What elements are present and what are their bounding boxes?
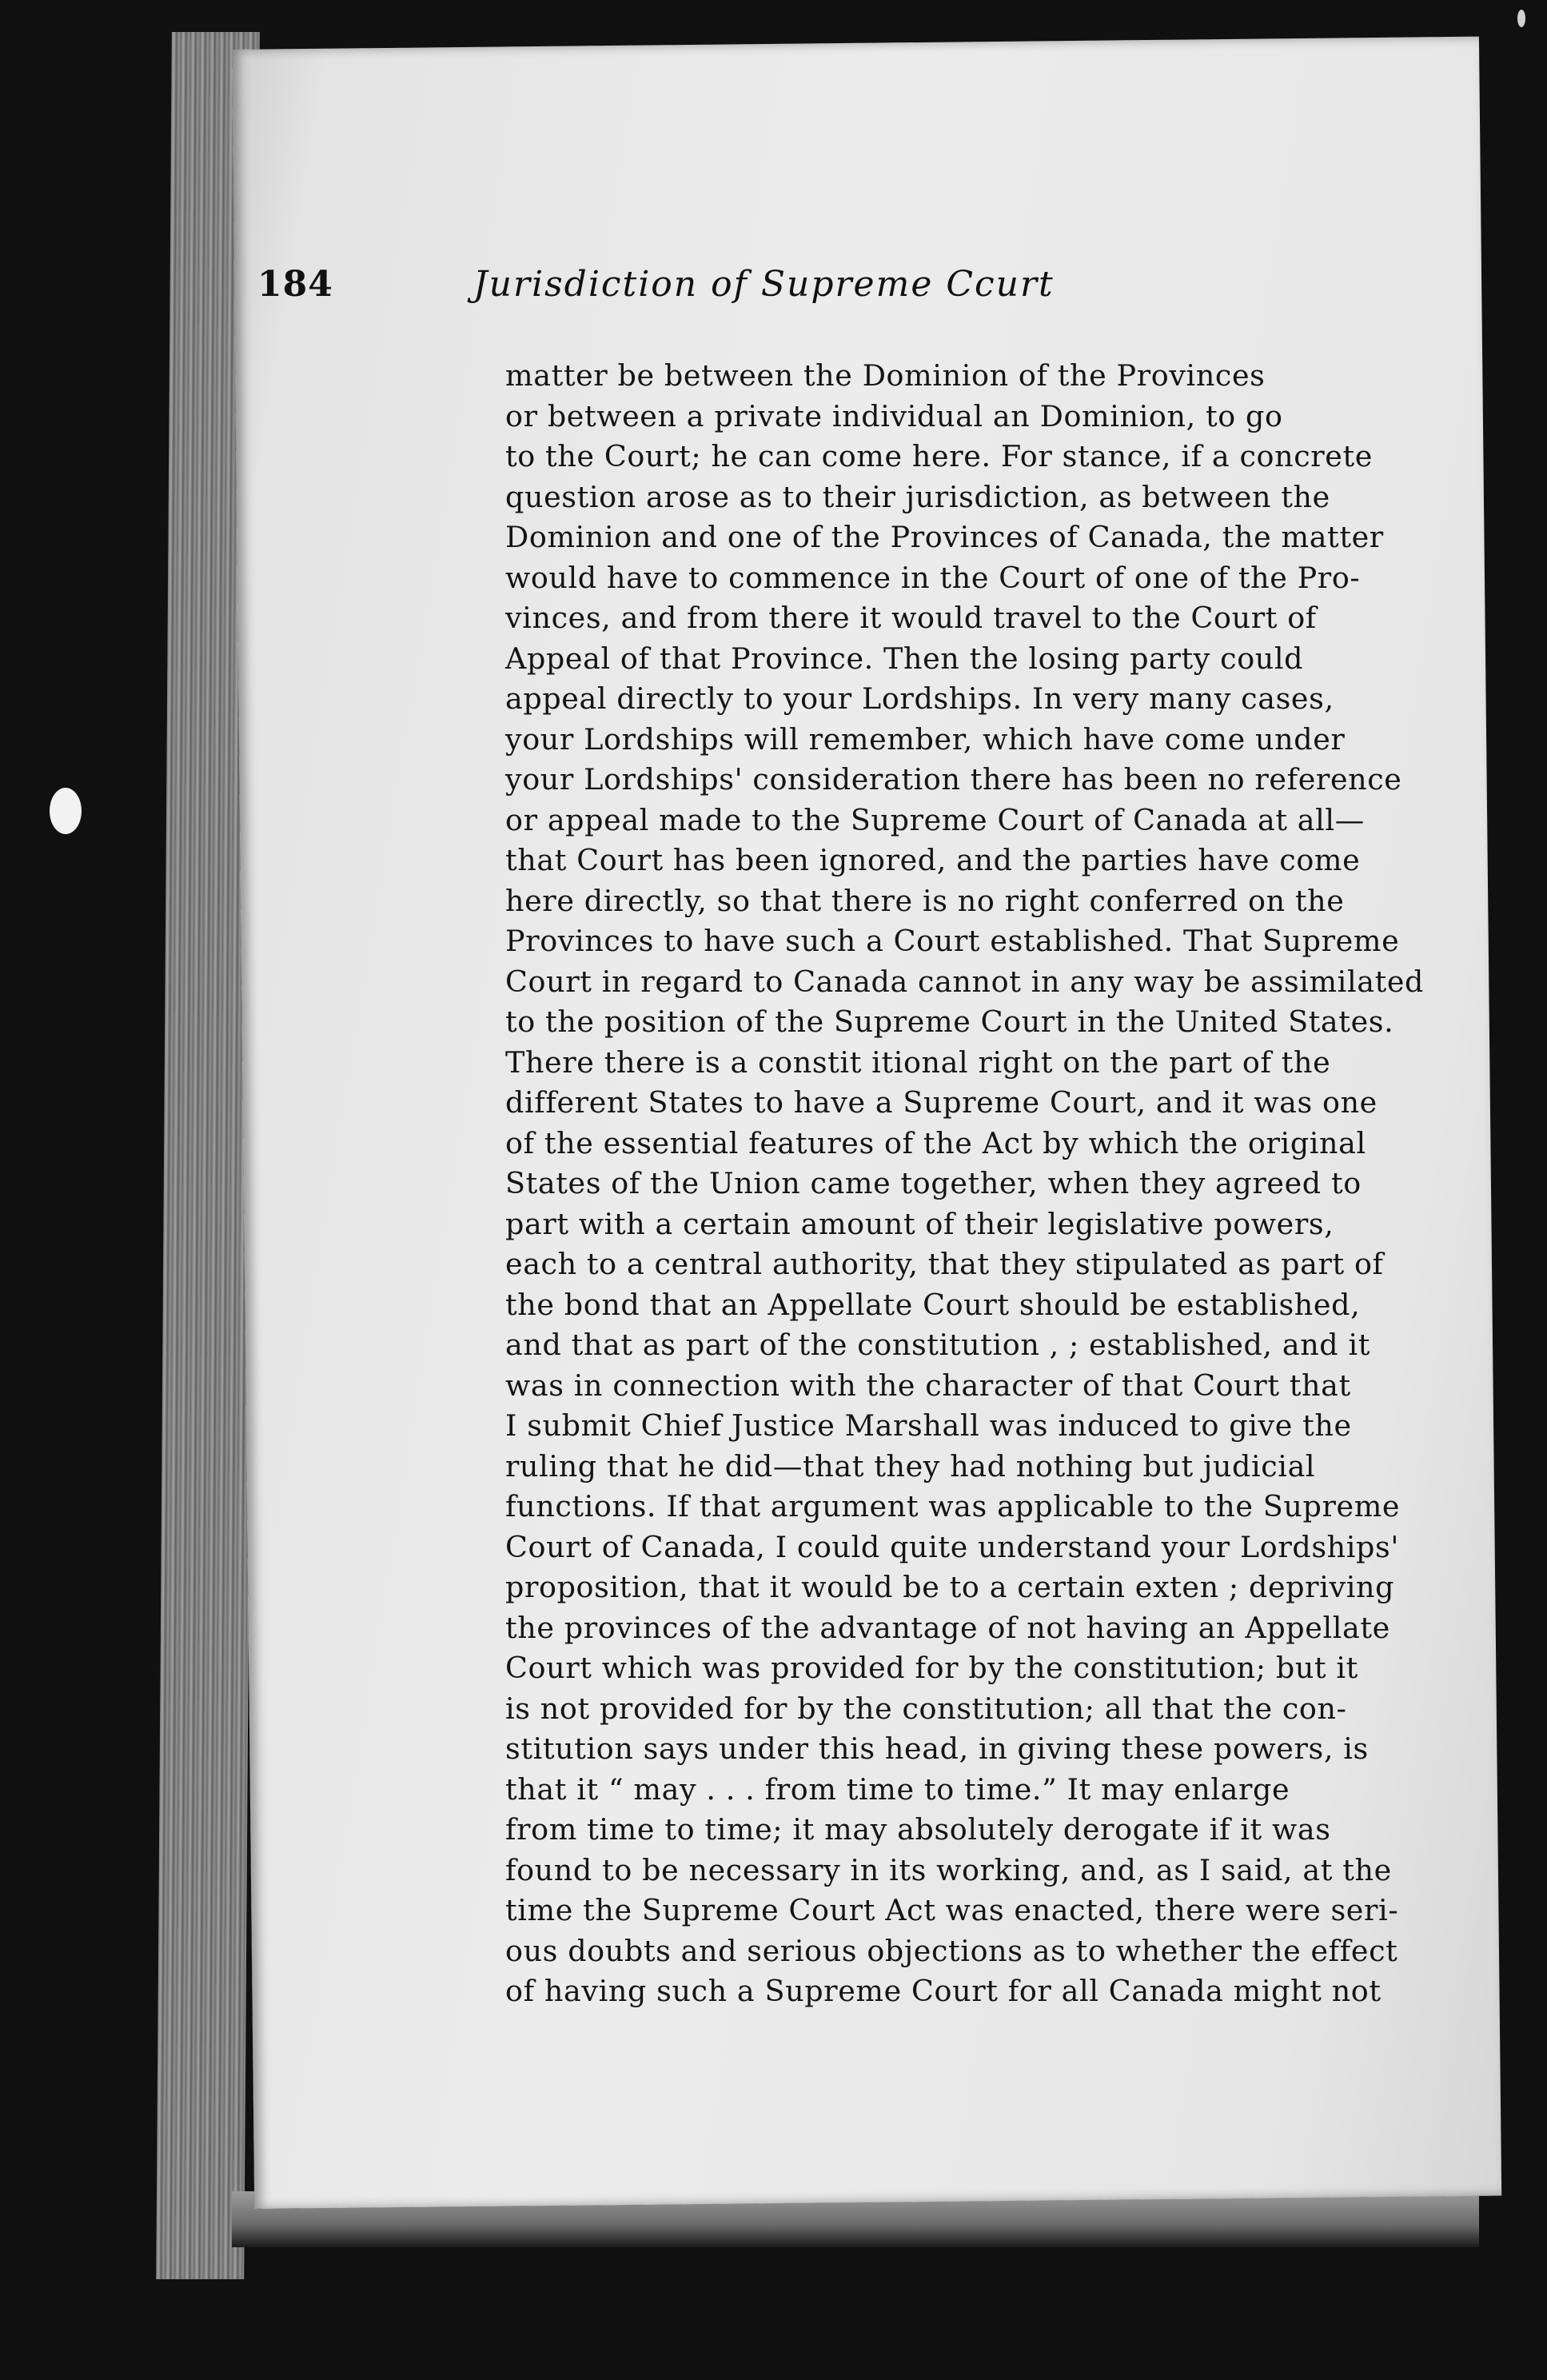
text-line: and that as part of the constitution , ; established, and it (505, 1328, 1371, 1362)
dust-speck (1517, 10, 1525, 27)
text-line: to the Court; he can come here. For stance, if a concrete (505, 439, 1373, 473)
text-line: States of the Union came together, when they agreed to (505, 1166, 1362, 1200)
text-line: that it “ may . . . from time to time.” It may enlarge (505, 1771, 1290, 1807)
text-line: Provinces to have such a Court established. That Supreme (505, 924, 1400, 958)
text-line: stitution says under this head, in giving these powers, is (505, 1731, 1369, 1766)
text-line: functions. If that argument was applicable to the Supreme (505, 1489, 1401, 1523)
text-line: matter be between the Dominion of the Provinces (505, 358, 1266, 393)
text-line: is not provided for by the constitution; all that the con- (505, 1691, 1347, 1726)
text-line: your Lordships will remember, which have come under (505, 721, 1346, 757)
page-header (257, 264, 1313, 328)
text-line: each to a central authority, that they stipulated as part of (505, 1247, 1384, 1281)
body-text (505, 356, 1489, 2012)
text-line: time the Supreme Court Act was enacted, there were seri- (505, 1893, 1399, 1927)
text-line: of having such a Supreme Court for all Canada might not (505, 1974, 1382, 2008)
text-line: that Court has been ignored, and the parties have come (505, 843, 1361, 877)
text-line: would have to commence in the Court of one of the Pro- (505, 560, 1361, 595)
text-line: or appeal made to the Supreme Court of Canada at all— (505, 802, 1365, 837)
text-line: from time to time; it may absolutely derogate if it was (505, 1812, 1331, 1847)
text-line: different States to have a Supreme Court, and it was one (505, 1085, 1378, 1120)
text-line: your Lordships' consideration there has been no reference (505, 762, 1402, 797)
text-line: ous doubts and serious objections as to whether the effect (505, 1933, 1398, 1968)
text-line: Dominion and one of the Provinces of Canada, the matter (505, 520, 1384, 554)
dust-speck (50, 788, 82, 834)
text-line: vinces, and from there it would travel to the Court of (505, 601, 1317, 635)
text-line: question arose as to their jurisdiction, as between the (505, 479, 1330, 514)
text-line: to the position of the Supreme Court in the United States. (505, 1004, 1394, 1039)
text-line: Appeal of that Province. Then the losing party could (505, 641, 1304, 676)
text-line: the provinces of the advantage of not having an Appellate (505, 1610, 1390, 1645)
text-line: found to be necessary in its working, and, as I said, at the (505, 1852, 1392, 1887)
page-number: 184 (257, 264, 333, 305)
text-line: There there is a constit itional right on the part of the (505, 1044, 1331, 1080)
running-title: Jurisdiction of Supreme Ccurt (473, 264, 1055, 305)
text-line: ruling that he did—that they had nothing but judicial (505, 1448, 1316, 1484)
text-line: Court which was provided for by the constitution; but it (505, 1651, 1358, 1685)
text-line: the bond that an Appellate Court should be established, (505, 1287, 1361, 1322)
text-line: was in connection with the character of that Court that (505, 1368, 1351, 1403)
text-line: Court in regard to Canada cannot in any way be assimilated (505, 964, 1425, 999)
text-line: Court of Canada, I could quite understand your Lordships' (505, 1529, 1399, 1564)
text-line: or between a private individual an Dominion, to go (505, 398, 1283, 433)
text-line: part with a certain amount of their legislative powers, (505, 1206, 1334, 1241)
text-line: I submit Chief Justice Marshall was induced to give the (505, 1408, 1352, 1443)
text-line: appeal directly to your Lordships. In very many cases, (505, 681, 1334, 716)
text-line: proposition, that it would be to a certain exten ; depriving (505, 1570, 1395, 1604)
text-line: of the essential features of the Act by which the original (505, 1125, 1366, 1160)
text-line: here directly, so that there is no right conferred on the (505, 883, 1345, 918)
